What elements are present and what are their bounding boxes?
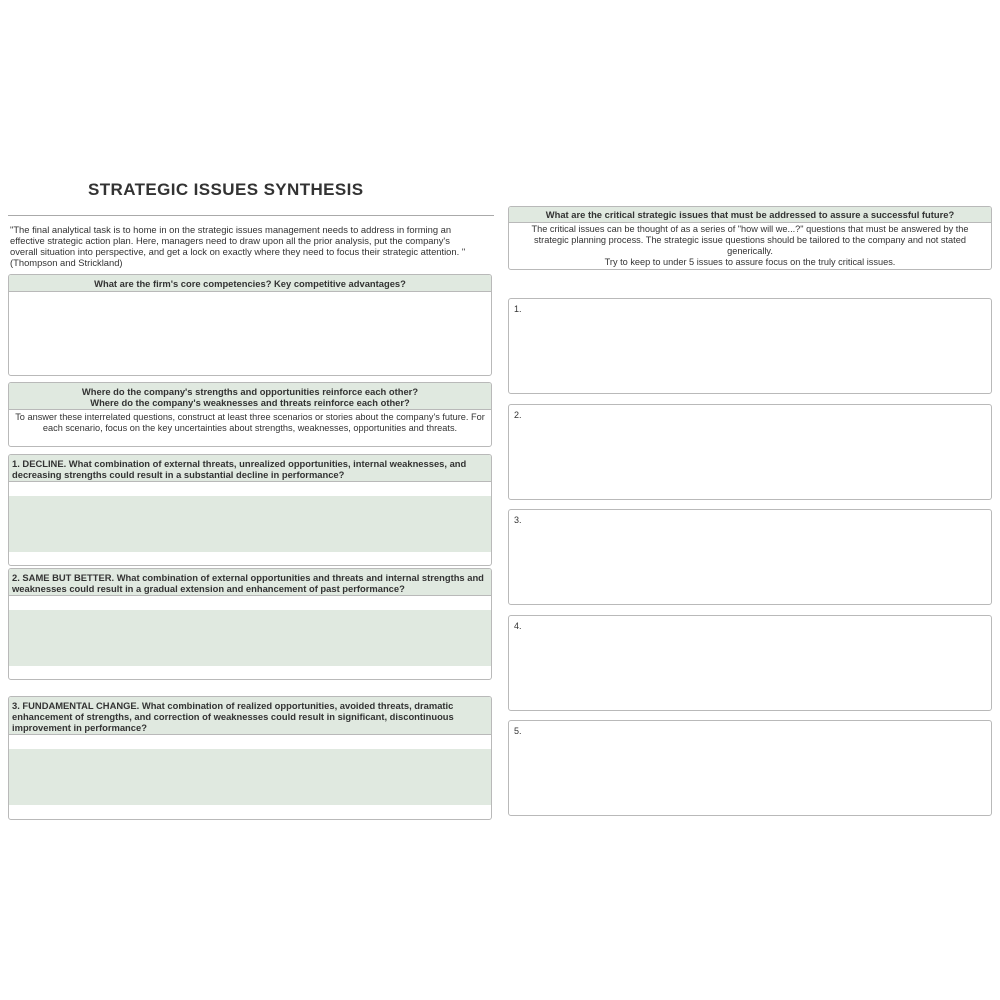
scenario-fundamental-change-answer-area[interactable] bbox=[9, 749, 491, 805]
reinforce-description: To answer these interrelated questions, construct at least three scenarios or stories about the company's future. For each scenario, focus on the key uncertainties about strengths, weaknesses, opportunities and threats. bbox=[15, 412, 485, 433]
reinforce-box bbox=[8, 382, 492, 447]
issue-number-1: 1. bbox=[514, 304, 522, 314]
core-competencies-box[interactable] bbox=[8, 274, 492, 376]
page-title: STRATEGIC ISSUES SYNTHESIS bbox=[88, 180, 364, 199]
critical-issues-header: What are the critical strategic issues that must be addressed to assure a successful future? bbox=[509, 207, 991, 223]
critical-issues-box bbox=[508, 206, 992, 270]
reinforce-header-line2: Where do the company's weaknesses and threats reinforce each other? bbox=[90, 397, 410, 408]
reinforce-header bbox=[9, 383, 491, 410]
critical-issues-description-line2: Try to keep to under 5 issues to assure focus on the truly critical issues. bbox=[604, 257, 896, 267]
scenario-same-better-header: 2. SAME BUT BETTER. What combination of external opportunities and threats and internal strengths and weaknesses could result in a gradual extension and enhancement of past performance? bbox=[9, 569, 491, 596]
scenario-same-better-box[interactable] bbox=[8, 568, 492, 680]
issue-number-2: 2. bbox=[514, 410, 522, 420]
scenario-decline-answer-area[interactable] bbox=[9, 496, 491, 552]
critical-issues-description-line1: The critical issues can be thought of as a series of "how will we...?" questions that must be answered by the strategic planning process. The strategic issue questions should be tailored to the company and not stated generically. bbox=[531, 224, 969, 256]
issue-box-2[interactable] bbox=[508, 404, 992, 500]
title-divider bbox=[8, 215, 494, 216]
issue-number-4: 4. bbox=[514, 621, 522, 631]
issue-number-5: 5. bbox=[514, 726, 522, 736]
issue-box-4[interactable] bbox=[508, 615, 992, 711]
intro-quote: "The final analytical task is to home in on the strategic issues management needs to address in forming an effective strategic action plan. Here, managers need to draw upon all the prior analysis, put the company's overall situation into perspective, and get a lock on exactly where they need to focus their strategic attention. " (Thompson and Strickland) bbox=[10, 224, 466, 268]
scenario-decline-box[interactable] bbox=[8, 454, 492, 566]
scenario-fundamental-change-box[interactable] bbox=[8, 696, 492, 820]
scenario-decline-header: 1. DECLINE. What combination of external threats, unrealized opportunities, internal weaknesses, and decreasing strengths could result in a substantial decline in performance? bbox=[9, 455, 491, 482]
critical-issues-description bbox=[513, 224, 987, 268]
issue-number-3: 3. bbox=[514, 515, 522, 525]
issue-box-5[interactable] bbox=[508, 720, 992, 816]
scenario-same-better-answer-area[interactable] bbox=[9, 610, 491, 666]
reinforce-header-line1: Where do the company's strengths and opportunities reinforce each other? bbox=[81, 386, 419, 397]
issue-box-1[interactable] bbox=[508, 298, 992, 394]
scenario-fundamental-change-header: 3. FUNDAMENTAL CHANGE. What combination of realized opportunities, avoided threats, dramatic enhancement of strengths, and correction of weaknesses could result in significant, discontinuous improvement in performance? bbox=[9, 697, 491, 735]
core-competencies-header: What are the firm's core competencies? Key competitive advantages? bbox=[9, 275, 491, 292]
issue-box-3[interactable] bbox=[508, 509, 992, 605]
